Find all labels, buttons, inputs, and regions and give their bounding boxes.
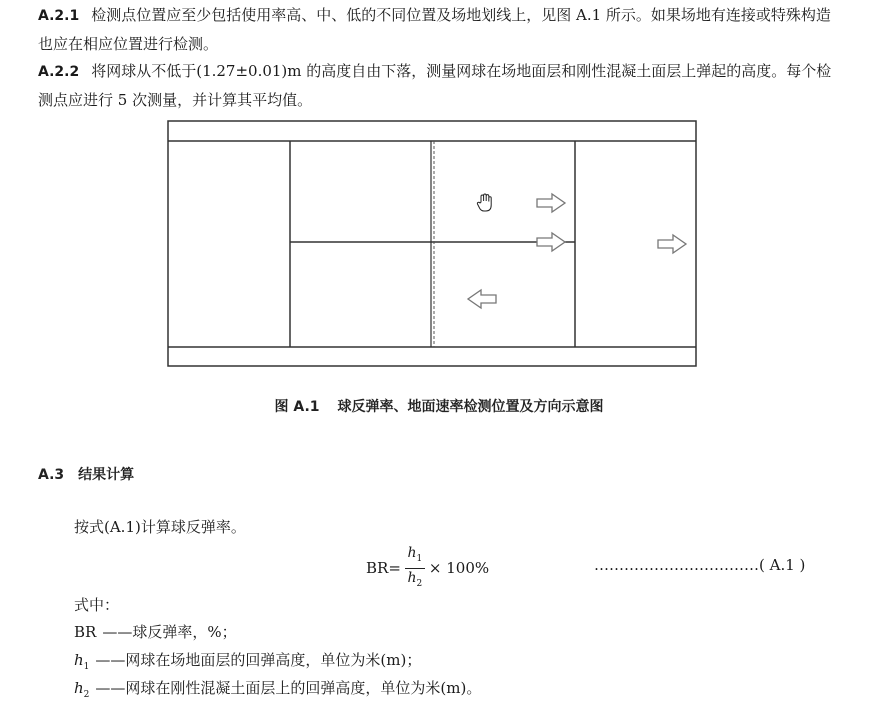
where-label: 式中： <box>74 596 120 614</box>
definition-symbol <box>74 679 90 700</box>
formula-number: ( A.1 ) <box>759 556 806 574</box>
definition-text: ——网球在刚性混凝土面层上的回弹高度，单位为米(m)。 <box>95 679 482 697</box>
definition-text: ——球反弹率，%； <box>102 623 237 641</box>
figure-caption <box>0 396 878 416</box>
formula-equals: = <box>388 559 401 577</box>
clause-text: 将网球从不低于(1.27±0.01)m 的高度自由下落，测量网球在场地面层和刚性混凝土面层上弹起的高度。每个检测点应进行 5 次测量，并计算其平均值。 <box>38 62 832 109</box>
formula-numerator <box>408 544 423 568</box>
formula-lhs: BR <box>366 559 389 577</box>
formula-fraction <box>405 544 425 593</box>
numerator-var: h <box>407 544 417 561</box>
symbol-sub: 1 <box>83 662 90 672</box>
figure-number: 图 A.1 <box>274 399 320 415</box>
section-title: 结果计算 <box>78 467 135 483</box>
formula-leader: …………………………… <box>594 556 759 574</box>
definition-symbol <box>74 651 90 672</box>
calc-intro: 按式(A.1)计算球反弹率。 <box>74 518 246 536</box>
formula-denominator <box>408 569 423 593</box>
court-diagram <box>167 120 697 367</box>
formula-number-line <box>594 556 805 574</box>
definition-h1 <box>74 649 421 672</box>
section-heading <box>38 464 134 484</box>
figure-caption-text: 球反弹率、地面速率检测位置及方向示意图 <box>337 399 604 415</box>
denominator-sub: 2 <box>416 578 423 589</box>
symbol-var: h <box>74 651 84 669</box>
clause-a-2-2 <box>38 57 838 114</box>
court-outline <box>168 121 696 366</box>
formula-multiplier: × 100% <box>428 559 490 577</box>
symbol-var: h <box>74 679 84 697</box>
clause-number: A.2.1 <box>38 8 80 24</box>
section-number: A.3 <box>38 467 65 483</box>
clause-number: A.2.2 <box>38 64 80 80</box>
hand-cursor-icon <box>476 193 494 213</box>
definition-br <box>74 621 237 642</box>
denominator-var: h <box>407 569 417 586</box>
formula <box>366 546 489 590</box>
definition-text: ——网球在场地面层的回弹高度，单位为米(m)； <box>95 651 422 669</box>
clause-a-2-1 <box>38 1 838 58</box>
definition-symbol: BR <box>74 623 97 641</box>
symbol-sub: 2 <box>83 690 90 700</box>
clause-text: 检测点位置应至少包括使用率高、中、低的不同位置及场地划线上，见图 A.1 所示。如果场地有连接或特殊构造也应在相应位置进行检测。 <box>38 6 831 53</box>
numerator-sub: 1 <box>416 553 423 564</box>
definition-h2 <box>74 677 481 700</box>
